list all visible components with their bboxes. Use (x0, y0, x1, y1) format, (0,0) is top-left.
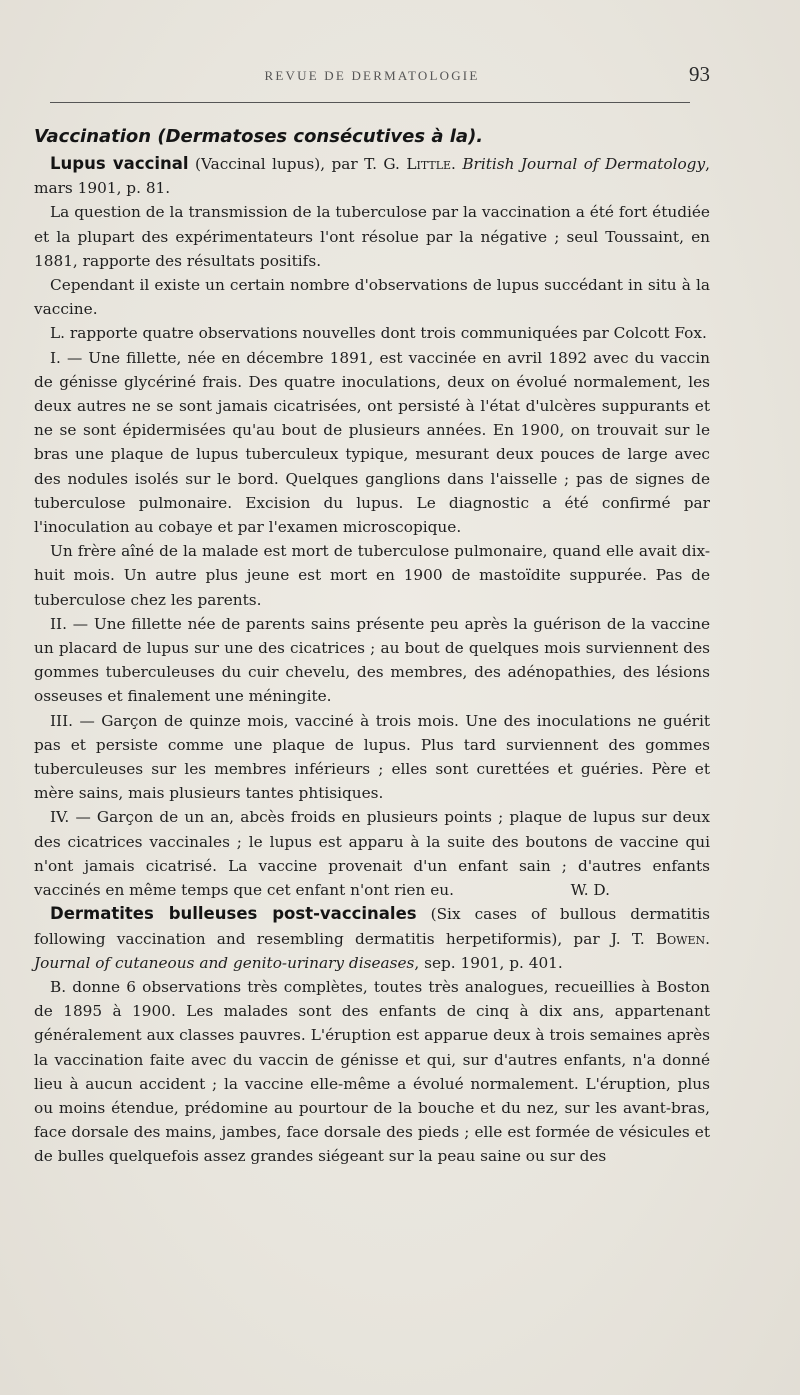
paragraph-text: IV. — Garçon de un an, abcès froids en plusieurs points ; plaque de lupus sur deux des cicatrices vaccinales ; le lupus est apparu à la suite des boutons de vaccine qui n'ont jamais cicatrisé. La vaccine provenait d'un enfant sain ; d'autres enfants vaccinés en même temps que cet enfant n'ont rien eu. (34, 808, 710, 900)
paragraph: La question de la transmission de la tuberculose par la vaccination a été fort étudiée et la plupart des expérimentateurs l'ont résolue par la négative ; seul Toussaint, en 1881, rapporte des résultats positifs. (34, 203, 710, 270)
paragraph: Cependant il existe un certain nombre d'observations de lupus succédant in situ à la vaccine. (34, 276, 710, 319)
journal-name: Journal of cutaneous and genito-urinary diseases (34, 953, 415, 972)
page-number: 93 (689, 62, 710, 86)
paragraph: L. rapporte quatre observations nouvelles dont trois communiquées par Colcott Fox. (50, 324, 707, 343)
journal-name: British Journal of Dermatology (462, 155, 706, 173)
header-rule (50, 102, 690, 103)
article-title: Dermatites bulleuses post-vaccinales (50, 904, 417, 924)
reference-text: (Vaccinal lupus), par T. G. (188, 155, 407, 173)
signature: W. D. (570, 881, 610, 900)
paragraph: B. donne 6 observations très complètes, toutes très analogues, recueillies à Boston de 1895 à 1900. Les malades sont des enfants de cinq à dix ans, appartenant généralement aux classes pauvres. L'éruption est apparue deux à trois semaines après la vaccination faite avec du vaccin de génisse et qui, sur d'autres enfants, n'a donné lieu à aucun accident ; la vaccine elle-même a évolué normalement. L'éruption, plus ou moins étendue, prédomine au pourtour de la bouche et du nez, sur les avant-bras, face dorsale des mains, jambes, face dorsale des pieds ; elle est formée de vésicules et de bulles quelquefois assez grandes siégeant sur la peau saine ou sur des (34, 977, 710, 1166)
reference-text: (Six cases of bullous dermatitis following vaccination and resembling dermatitis herpetiformis), par J. T. (34, 905, 710, 948)
paragraph: I. — Une fillette, née en décembre 1891, est vaccinée en avril 1892 avec du vaccin de génisse glycériné frais. Des quatre inoculations, deux on évolué normalement, les deux autres ne se sont jamais cicatrisées, ont persisté à l'état d'ulcères suppurants et ne se sont épidermisées qu'au bout de plusieurs années. En 1900, on trouvait sur le bras une plaque de lupus tuberculeux typique, mesurant deux pouces de large avec des nodules isolés sur le bord. Quelques ganglions dans l'aisselle ; pas de signes de tuberculose pulmonaire. Excision du lupus. Le diagnostic a été confirmé par l'inoculation au cobaye et par l'examen microscopique. (34, 348, 710, 537)
article-reference (34, 902, 710, 975)
reference-text: . (705, 929, 710, 948)
paragraph-with-signature (34, 805, 710, 902)
author-name: Bowen (655, 929, 706, 948)
paragraph: II. — Une fillette née de parents sains présente peu après la guérison de la vaccine un placard de lupus sur une des cicatrices ; au bout de quelques mois surviennent des gommes tuberculeuses du cuir chevelu, des membres, des adénopathies, des lésions osseuses et finalement une méningite. (34, 614, 710, 706)
paragraph: III. — Garçon de quinze mois, vacciné à trois mois. Une des inoculations ne guérit pas et persiste comme une plaque de lupus. Plus tard surviennent des gommes tuberculeuses sur les membres inférieurs ; elles sont curettées et guéries. Père et mère sains, mais plusieurs tantes phtisiques. (34, 711, 710, 803)
reference-text: , sep. 1901, p. 401. (414, 953, 563, 972)
section-title: Vaccination (Dermatoses consécutives à la). (34, 126, 484, 147)
reference-text: . (451, 155, 463, 173)
article-reference (34, 152, 710, 200)
paragraph: Un frère aîné de la malade est mort de tuberculose pulmonaire, quand elle avait dix-huit mois. Un autre plus jeune est mort en 1900 de mastoïdite suppurée. Pas de tuberculose chez les parents. (34, 542, 710, 609)
page-header (34, 60, 710, 100)
reference-text: , mars 1901, p. 81. (34, 155, 710, 198)
running-title: REVUE DE DERMATOLOGIE (264, 68, 480, 83)
author-name: Little (406, 155, 452, 173)
page-body (34, 122, 710, 1169)
article-title: Lupus vaccinal (50, 154, 189, 173)
